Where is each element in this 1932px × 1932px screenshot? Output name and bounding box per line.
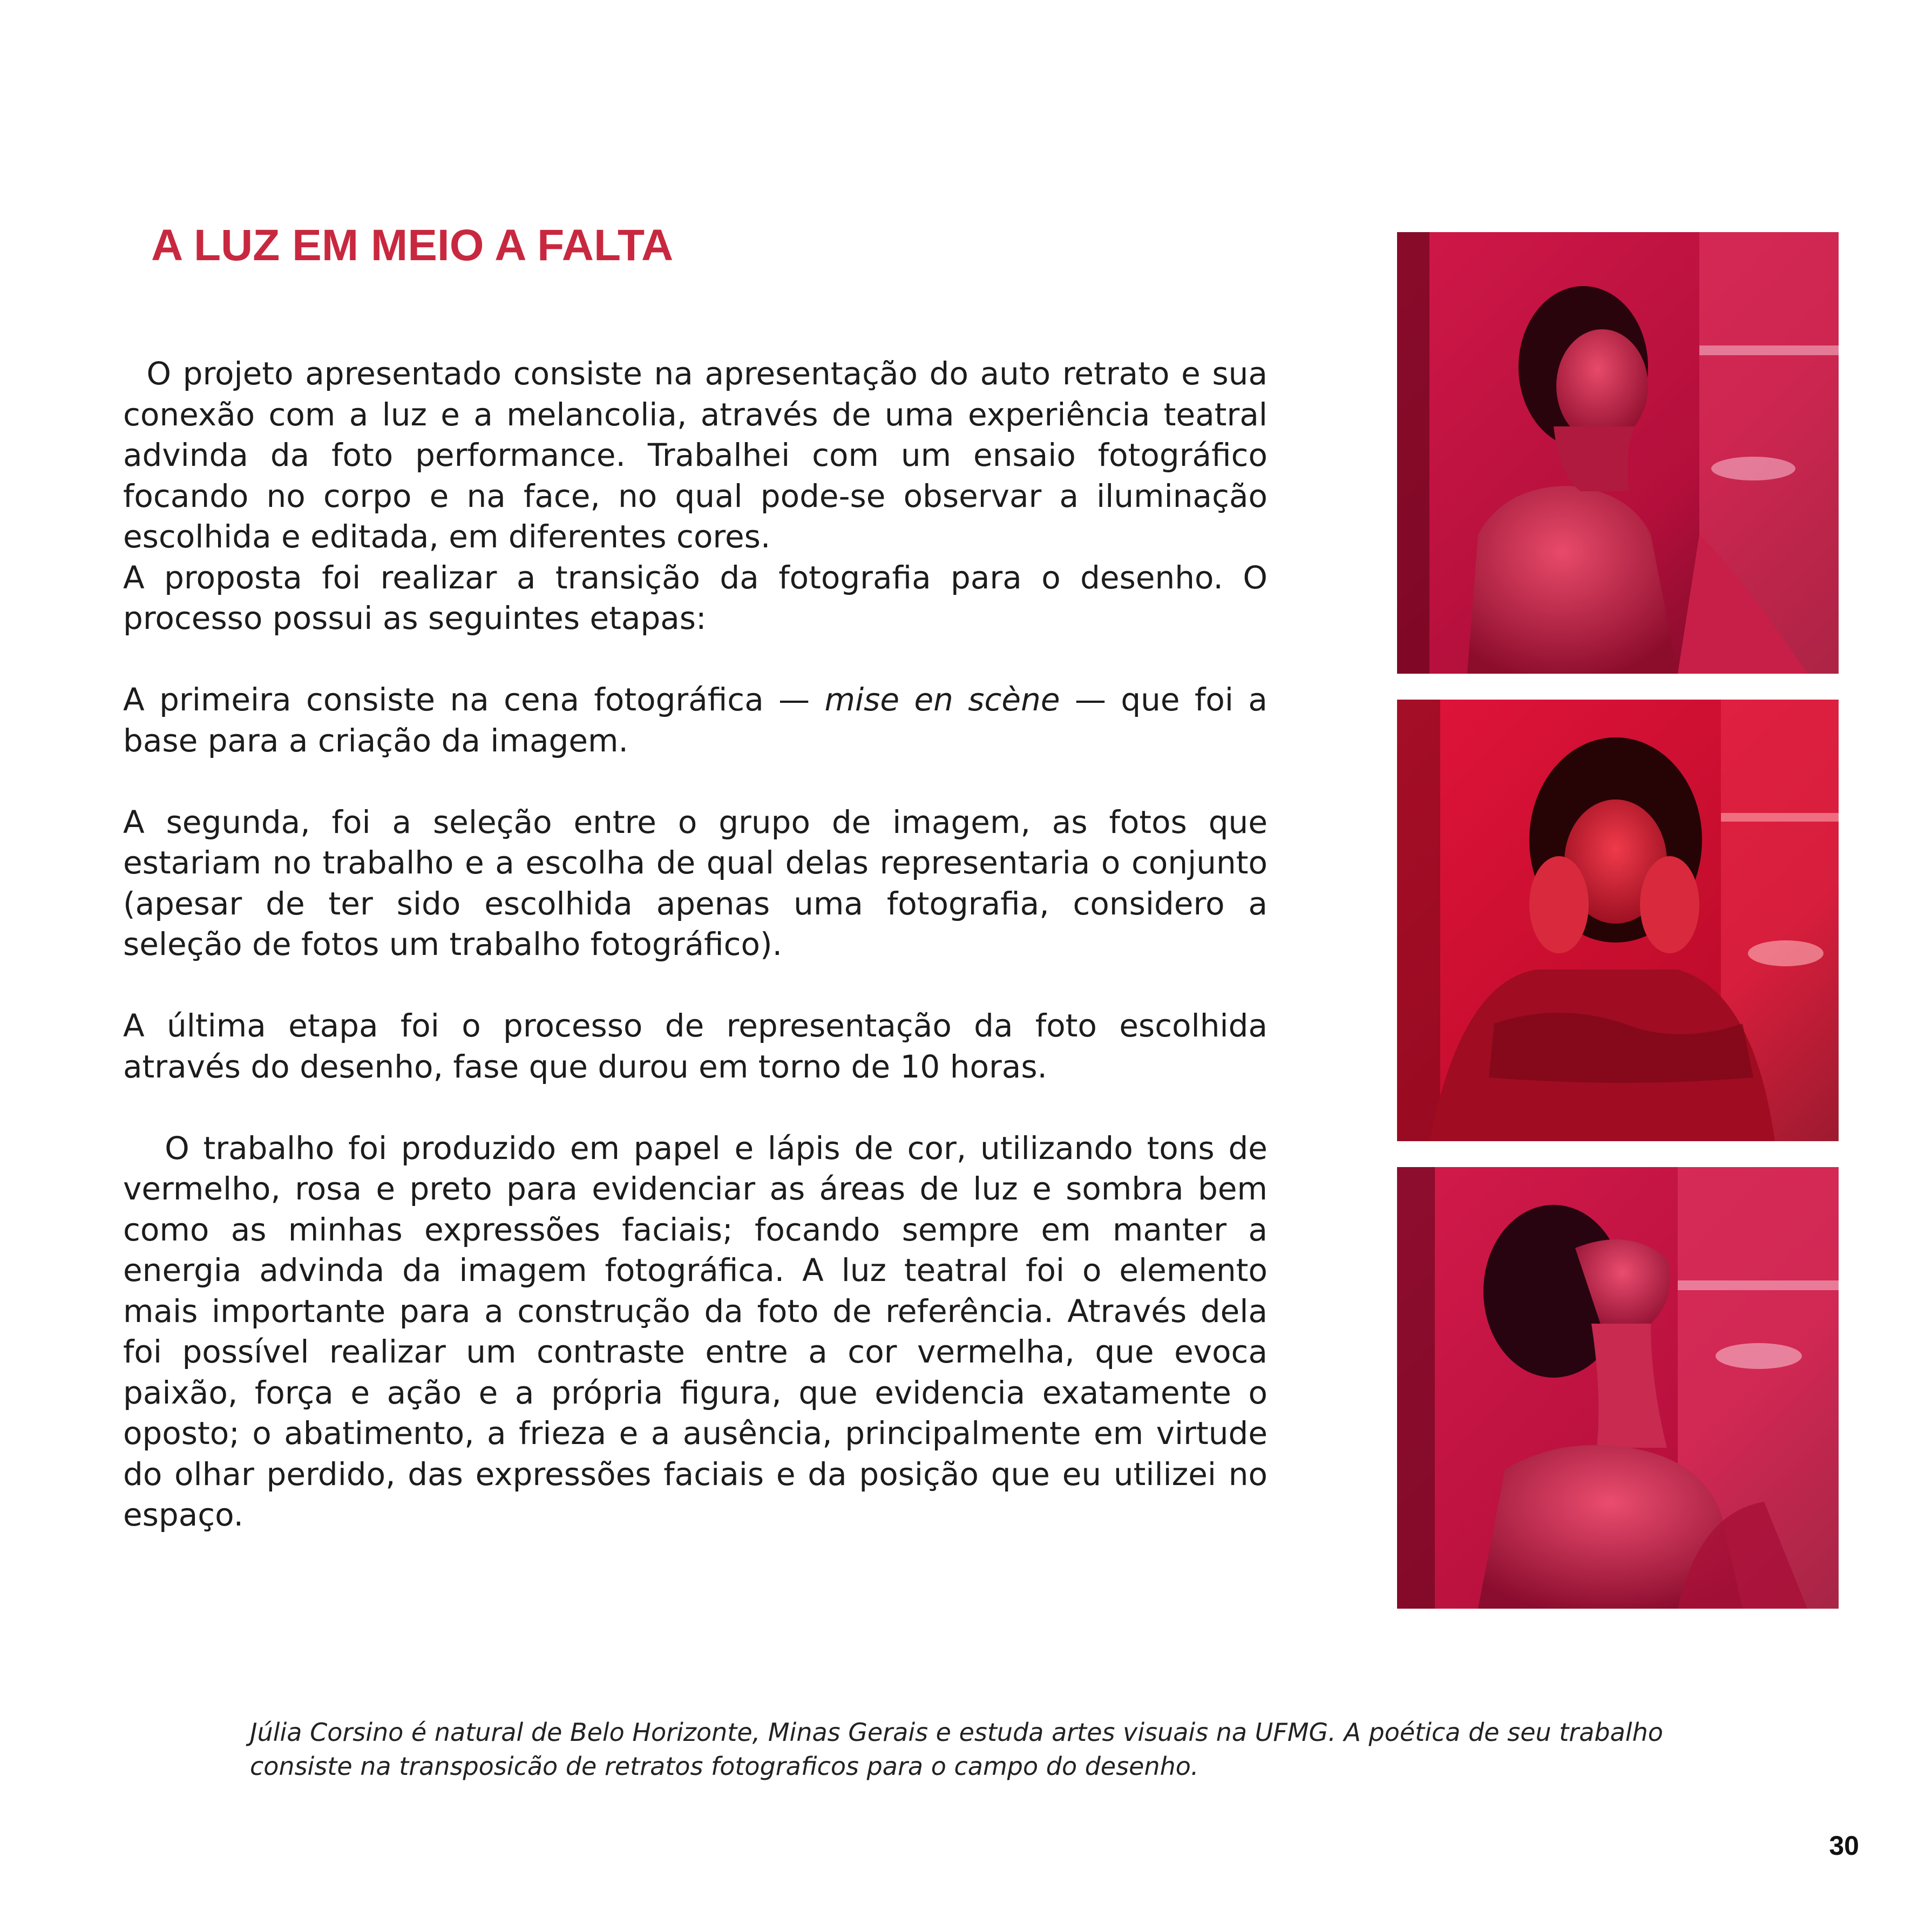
self-portrait-photo-1 [1397,232,1839,674]
closing-paragraph: O trabalho foi produzido em papel e lápis de cor, utilizando tons de vermelho, rosa e preto para evidenciar as áreas de luz e sombra bem como as minhas expressões faciais; focando sempre em manter a energia advinda da imagem fotográfica. A luz teatral foi o elemento mais importante para a construção da foto de referência. Através dela foi possível realizar um contraste entre a cor vermelha, que evoca paixão, força e ação e a própria figura, que evidencia exatamente o oposto; o abatimento, a frieza e a ausência, principalmente em virtude do olhar perdido, das expressões faciais e da posição que eu utilizei no espaço. [123,1129,1267,1533]
step-three-paragraph: A última etapa foi o processo de representação da foto escolhida através do desenho, fase que durou em torno de 10 horas. [123,1007,1267,1085]
article-title: A LUZ EM MEIO A FALTA [151,221,674,270]
self-portrait-photo-3 [1397,1167,1839,1609]
article-body [123,354,1267,1536]
step-one-emphasis: mise en scène [824,681,1060,718]
intro-paragraph: O projeto apresentado consiste na apresentação do auto retrato e sua conexão com a luz e a melancolia, através de uma experiência teatral advinda da foto performance. Trabalhei com um ensaio fotográfico focando no corpo e na face, no qual pode-se observar a iluminação escolhida e editada, em diferentes cores. [123,355,1267,555]
proposal-paragraph: A proposta foi realizar a transição da fotografia para o desenho. O processo possui as seguintes etapas: [123,559,1267,636]
step-one-paragraph [123,680,1267,761]
caption-line-1: Júlia Corsino é natural de Belo Horizonte, Minas Gerais e estuda artes visuais na UFMG. A poética de seu trabalho [250,1718,1663,1747]
portrait-image [1397,1167,1839,1609]
page-number: 30 [1829,1831,1859,1861]
portrait-image [1397,232,1839,674]
step-two-paragraph: A segunda, foi a seleção entre o grupo de imagem, as fotos que estariam no trabalho e a escolha de qual delas representaria o conjunto (apesar de ter sido escolhida apenas uma fotografia, considero a seleção de fotos um trabalho fotográfico). [123,803,1267,962]
author-caption [250,1716,1686,1784]
step-one-text-start: A primeira consiste na cena fotográfica — [123,681,825,718]
caption-line-2: consiste na transposicão de retratos fotograficos para o campo do desenho. [250,1752,1199,1781]
step-one-text-end: — que foi a base para a criação da imagem. [123,681,1267,759]
self-portrait-photo-2 [1397,700,1839,1141]
portrait-image [1397,700,1839,1141]
